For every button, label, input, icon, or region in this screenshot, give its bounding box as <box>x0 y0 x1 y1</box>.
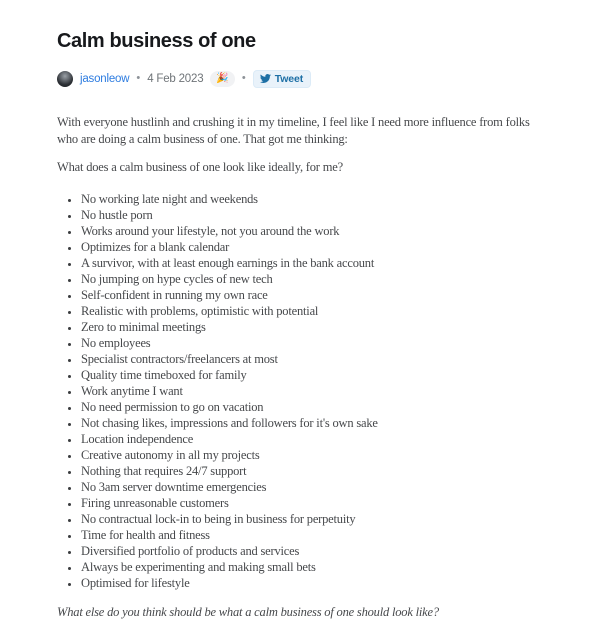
avatar[interactable] <box>57 71 73 87</box>
list-item: • Creative autonomy in all my projects <box>80 447 544 463</box>
list-item: • Not chasing likes, impressions and followers for it's own sake <box>80 415 544 431</box>
closing-paragraph: What else do you think should be what a calm business of one should look like? <box>57 604 544 620</box>
tweet-button[interactable] <box>253 70 311 88</box>
list-item: • Realistic with problems, optimistic with potential <box>80 303 544 319</box>
list-item: • Location independence <box>80 431 544 447</box>
list-item: • No jumping on hype cycles of new tech <box>80 271 544 287</box>
list-item: • Work anytime I want <box>80 383 544 399</box>
list-item: • No contractual lock-in to being in business for perpetuity <box>80 511 544 527</box>
list-item: • Nothing that requires 24/7 support <box>80 463 544 479</box>
meta-separator: • <box>242 73 246 84</box>
list-item: • Works around your lifestyle, not you around the work <box>80 223 544 239</box>
list-item: • No 3am server downtime emergencies <box>80 479 544 495</box>
author-link[interactable]: jasonleow <box>80 73 129 85</box>
list-item: • Quality time timeboxed for family <box>80 367 544 383</box>
list-item: • A survivor, with at least enough earnings in the bank account <box>80 255 544 271</box>
tweet-button-label: Tweet <box>275 73 303 85</box>
list-item: • Self-confident in running my own race <box>80 287 544 303</box>
question-paragraph: What does a calm business of one look like ideally, for me? <box>57 159 544 176</box>
page-title: Calm business of one <box>57 30 544 53</box>
list-item: • No working late night and weekends <box>80 191 544 207</box>
list-item: • No hustle porn <box>80 207 544 223</box>
post-date: 4 Feb 2023 <box>147 73 203 85</box>
twitter-bird-icon <box>260 73 271 84</box>
list-item: • Optimizes for a blank calendar <box>80 239 544 255</box>
list-item: • Always be experimenting and making small bets <box>80 559 544 575</box>
post-body <box>57 114 544 620</box>
reaction-badge[interactable]: 🎉 <box>210 71 234 87</box>
list-item: • Optimised for lifestyle <box>80 575 544 591</box>
calm-business-list <box>57 191 544 591</box>
list-item: • No employees <box>80 335 544 351</box>
post-meta <box>57 69 544 88</box>
meta-separator: • <box>136 73 140 84</box>
list-item: • Specialist contractors/freelancers at most <box>80 351 544 367</box>
list-item: • No need permission to go on vacation <box>80 399 544 415</box>
list-item: • Firing unreasonable customers <box>80 495 544 511</box>
intro-paragraph: With everyone hustlinh and crushing it in my timeline, I feel like I need more influence from folks who are doing a calm business of one. That got me thinking: <box>57 114 544 147</box>
list-item: • Diversified portfolio of products and services <box>80 543 544 559</box>
list-item: • Zero to minimal meetings <box>80 319 544 335</box>
list-item: • Time for health and fitness <box>80 527 544 543</box>
